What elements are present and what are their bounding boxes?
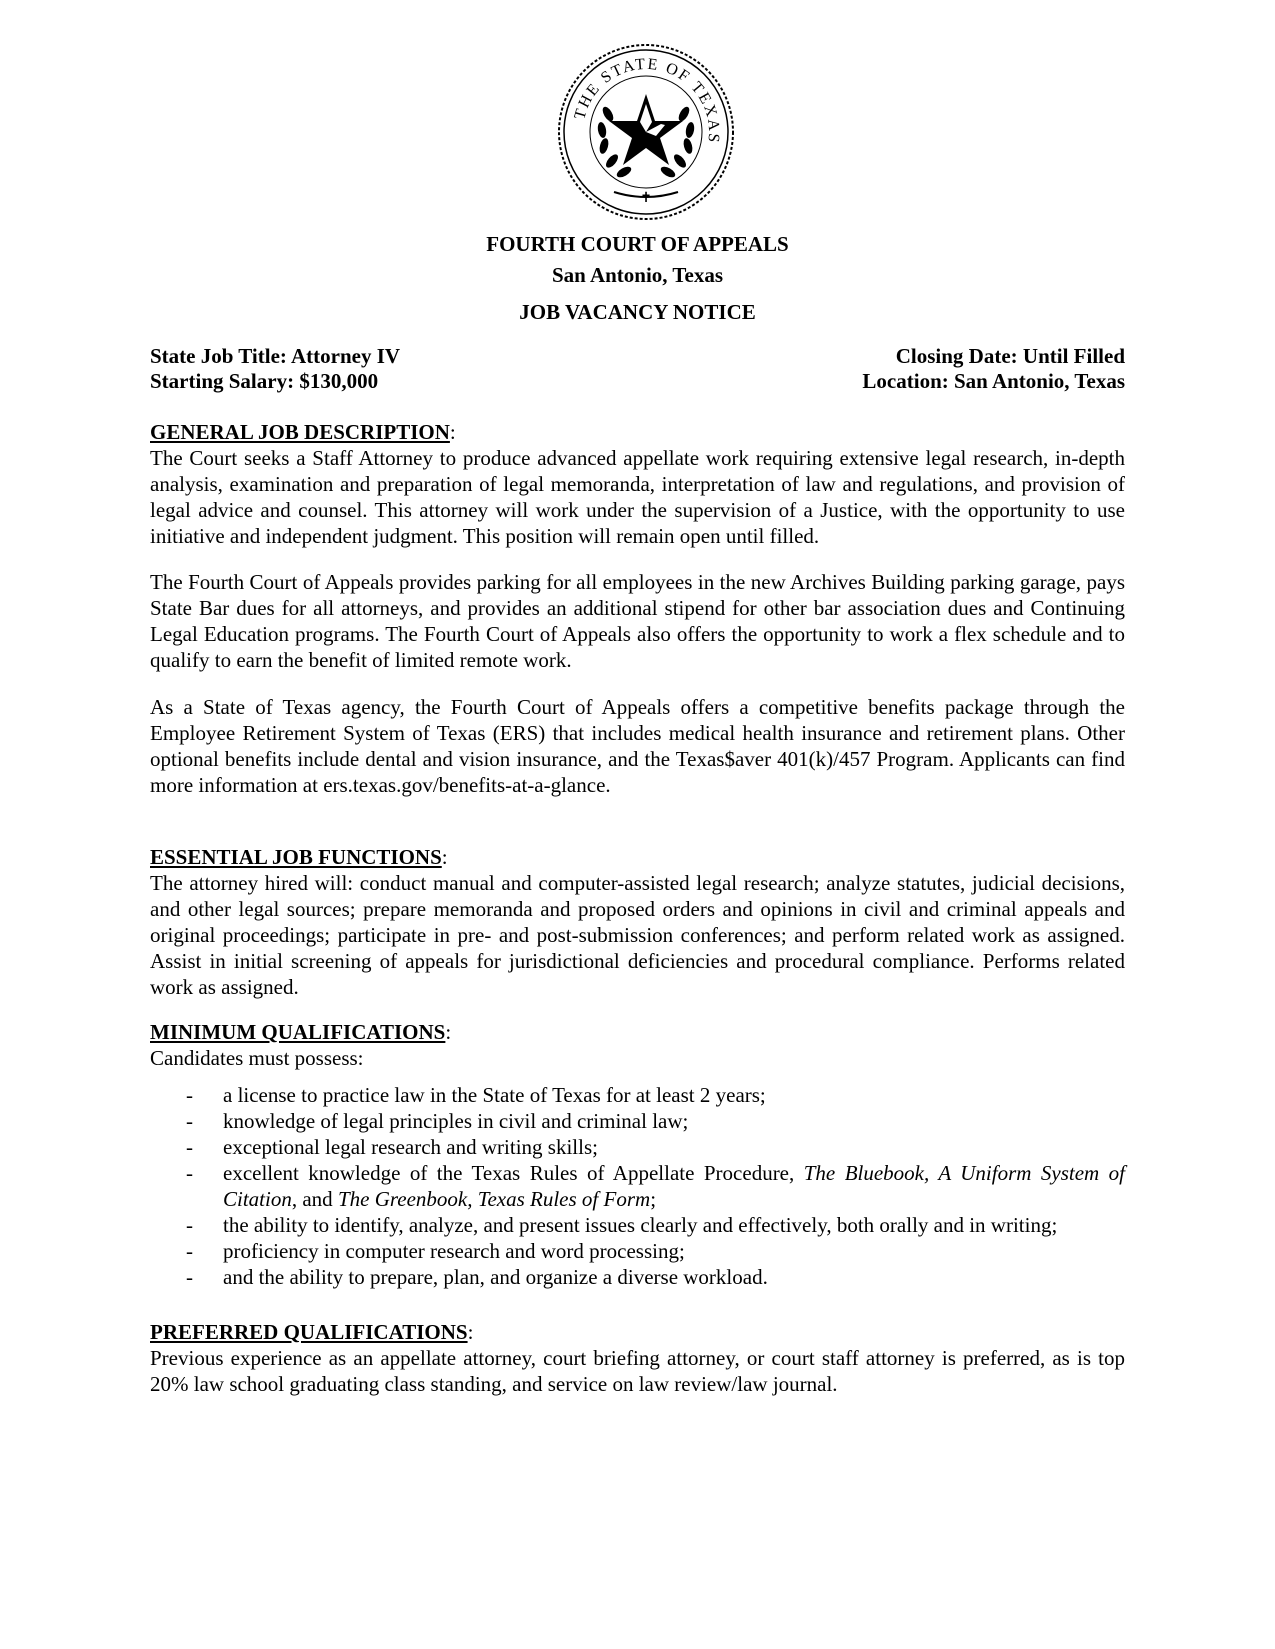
- preferred-heading: PREFERRED QUALIFICATIONS: [150, 1320, 468, 1344]
- general-description-section: [150, 419, 1125, 549]
- minimum-intro: Candidates must possess:: [150, 1046, 364, 1070]
- preferred-heading-colon: :: [467, 1320, 474, 1344]
- general-heading: GENERAL JOB DESCRIPTION: [150, 420, 450, 444]
- preferred-heading-line: [150, 1319, 1125, 1345]
- minimum-heading-colon: :: [445, 1020, 452, 1044]
- notice-title: JOB VACANCY NOTICE: [519, 300, 756, 324]
- job-title: State Job Title: Attorney IV: [150, 344, 401, 368]
- list-item-text: proficiency in computer research and word processing;: [223, 1239, 685, 1263]
- texas-state-seal: [556, 42, 736, 222]
- starting-salary: Starting Salary: $130,000: [150, 369, 379, 393]
- essential-heading-colon: :: [441, 845, 448, 869]
- svg-text:THE STATE OF TEXAS: THE STATE OF TEXAS: [571, 55, 723, 146]
- preferred-paragraph: Previous experience as an appellate attorney, court briefing attorney, or court staff attorney is preferred, as is top 20% law school graduating class standing, and service on law review/law journal.: [150, 1346, 1125, 1396]
- general-paragraph-3: As a State of Texas agency, the Fourth Court of Appeals offers a competitive benefits package through the Employee Retirement System of Texas (ERS) that includes medical health insurance and retirement plans. Other optional benefits include dental and vision insurance, and the Texas$aver 401(k)/457 Program. Applicants can find more information at ers.texas.gov/benefits-at-a-glance.: [150, 695, 1125, 797]
- minimum-heading-line: [150, 1019, 1125, 1045]
- general-heading-colon: :: [449, 420, 456, 444]
- court-city: San Antonio, Texas: [552, 263, 723, 287]
- ers-section: [150, 694, 1125, 798]
- closing-date: Closing Date: Until Filled: [895, 344, 1125, 368]
- list-item: [150, 1160, 1125, 1212]
- greenbook-title: The Greenbook, Texas Rules of Form: [337, 1187, 651, 1211]
- essential-heading-line: [150, 844, 1125, 870]
- bullet-dash: -: [186, 1213, 193, 1237]
- minimum-heading: MINIMUM QUALIFICATIONS: [150, 1020, 446, 1044]
- list-item: [150, 1108, 1125, 1134]
- general-paragraph-2: The Fourth Court of Appeals provides parking for all employees in the new Archives Building parking garage, pays State Bar dues for all attorneys, and provides an additional stipend for other bar association dues and Continuing Legal Education programs. The Fourth Court of Appeals also offers the opportunity to work a flex schedule and to qualify to earn the benefit of limited remote work.: [150, 570, 1125, 672]
- list-item-text-lead: excellent knowledge of the Texas Rules of Appellate Procedure,: [223, 1161, 804, 1185]
- list-item-text: exceptional legal research and writing skills;: [223, 1135, 598, 1159]
- essential-paragraph: The attorney hired will: conduct manual and computer-assisted legal research; analyze statutes, judicial decisions, and other legal sources; prepare memoranda and proposed orders and opinions in civil and criminal appeals and original proceedings; participate in pre- and post-submission conferences; and perform related work as assigned. Assist in initial screening of appeals for jurisdictional deficiencies and procedural compliance. Performs related work as assigned.: [150, 871, 1125, 999]
- bluebook-title: The Bluebook, A Uniform System of Citation: [223, 1161, 1125, 1211]
- minimum-qualifications-list: [150, 1082, 1125, 1290]
- list-item: [150, 1082, 1125, 1108]
- svg-text:✝: ✝: [640, 190, 652, 206]
- bullet-dash: -: [186, 1265, 193, 1289]
- benefits-section: [150, 569, 1125, 673]
- list-item-text: knowledge of legal principles in civil and criminal law;: [223, 1109, 689, 1133]
- list-item-text-mid: , and: [291, 1187, 338, 1211]
- list-item-text: a license to practice law in the State of Texas for at least 2 years;: [223, 1083, 766, 1107]
- essential-heading: ESSENTIAL JOB FUNCTIONS: [150, 845, 442, 869]
- list-item: [150, 1134, 1125, 1160]
- bullet-dash: -: [186, 1109, 193, 1133]
- list-item: [150, 1212, 1125, 1238]
- summary-row-2: [150, 368, 1125, 394]
- essential-functions-section: [150, 844, 1125, 1000]
- list-item-text: the ability to identify, analyze, and present issues clearly and effectively, both orally and in writing;: [223, 1213, 1058, 1237]
- seal-graphic: [556, 42, 736, 222]
- job-location: Location: San Antonio, Texas: [862, 369, 1125, 393]
- general-paragraph-1: The Court seeks a Staff Attorney to produce advanced appellate work requiring extensive legal research, in-depth analysis, examination and preparation of legal memoranda, interpretation of law and regulations, and provision of legal advice and counsel. This attorney will work under the supervision of a Justice, with the opportunity to use initiative and independent judgment. This position will remain open until filled.: [150, 446, 1125, 548]
- bullet-dash: -: [186, 1083, 193, 1107]
- summary-row-1: [150, 343, 1125, 369]
- list-item-text: and the ability to prepare, plan, and organize a diverse workload.: [223, 1265, 768, 1289]
- bullet-dash: -: [186, 1161, 193, 1185]
- bullet-dash: -: [186, 1239, 193, 1263]
- preferred-qualifications-section: [150, 1319, 1125, 1397]
- court-name: FOURTH COURT OF APPEALS: [486, 232, 789, 256]
- minimum-qualifications-section: [150, 1019, 1125, 1290]
- bullet-dash: -: [186, 1135, 193, 1159]
- list-item: [150, 1238, 1125, 1264]
- general-heading-line: [150, 419, 1125, 445]
- list-item-text-tail: ;: [650, 1187, 657, 1211]
- list-item: [150, 1264, 1125, 1290]
